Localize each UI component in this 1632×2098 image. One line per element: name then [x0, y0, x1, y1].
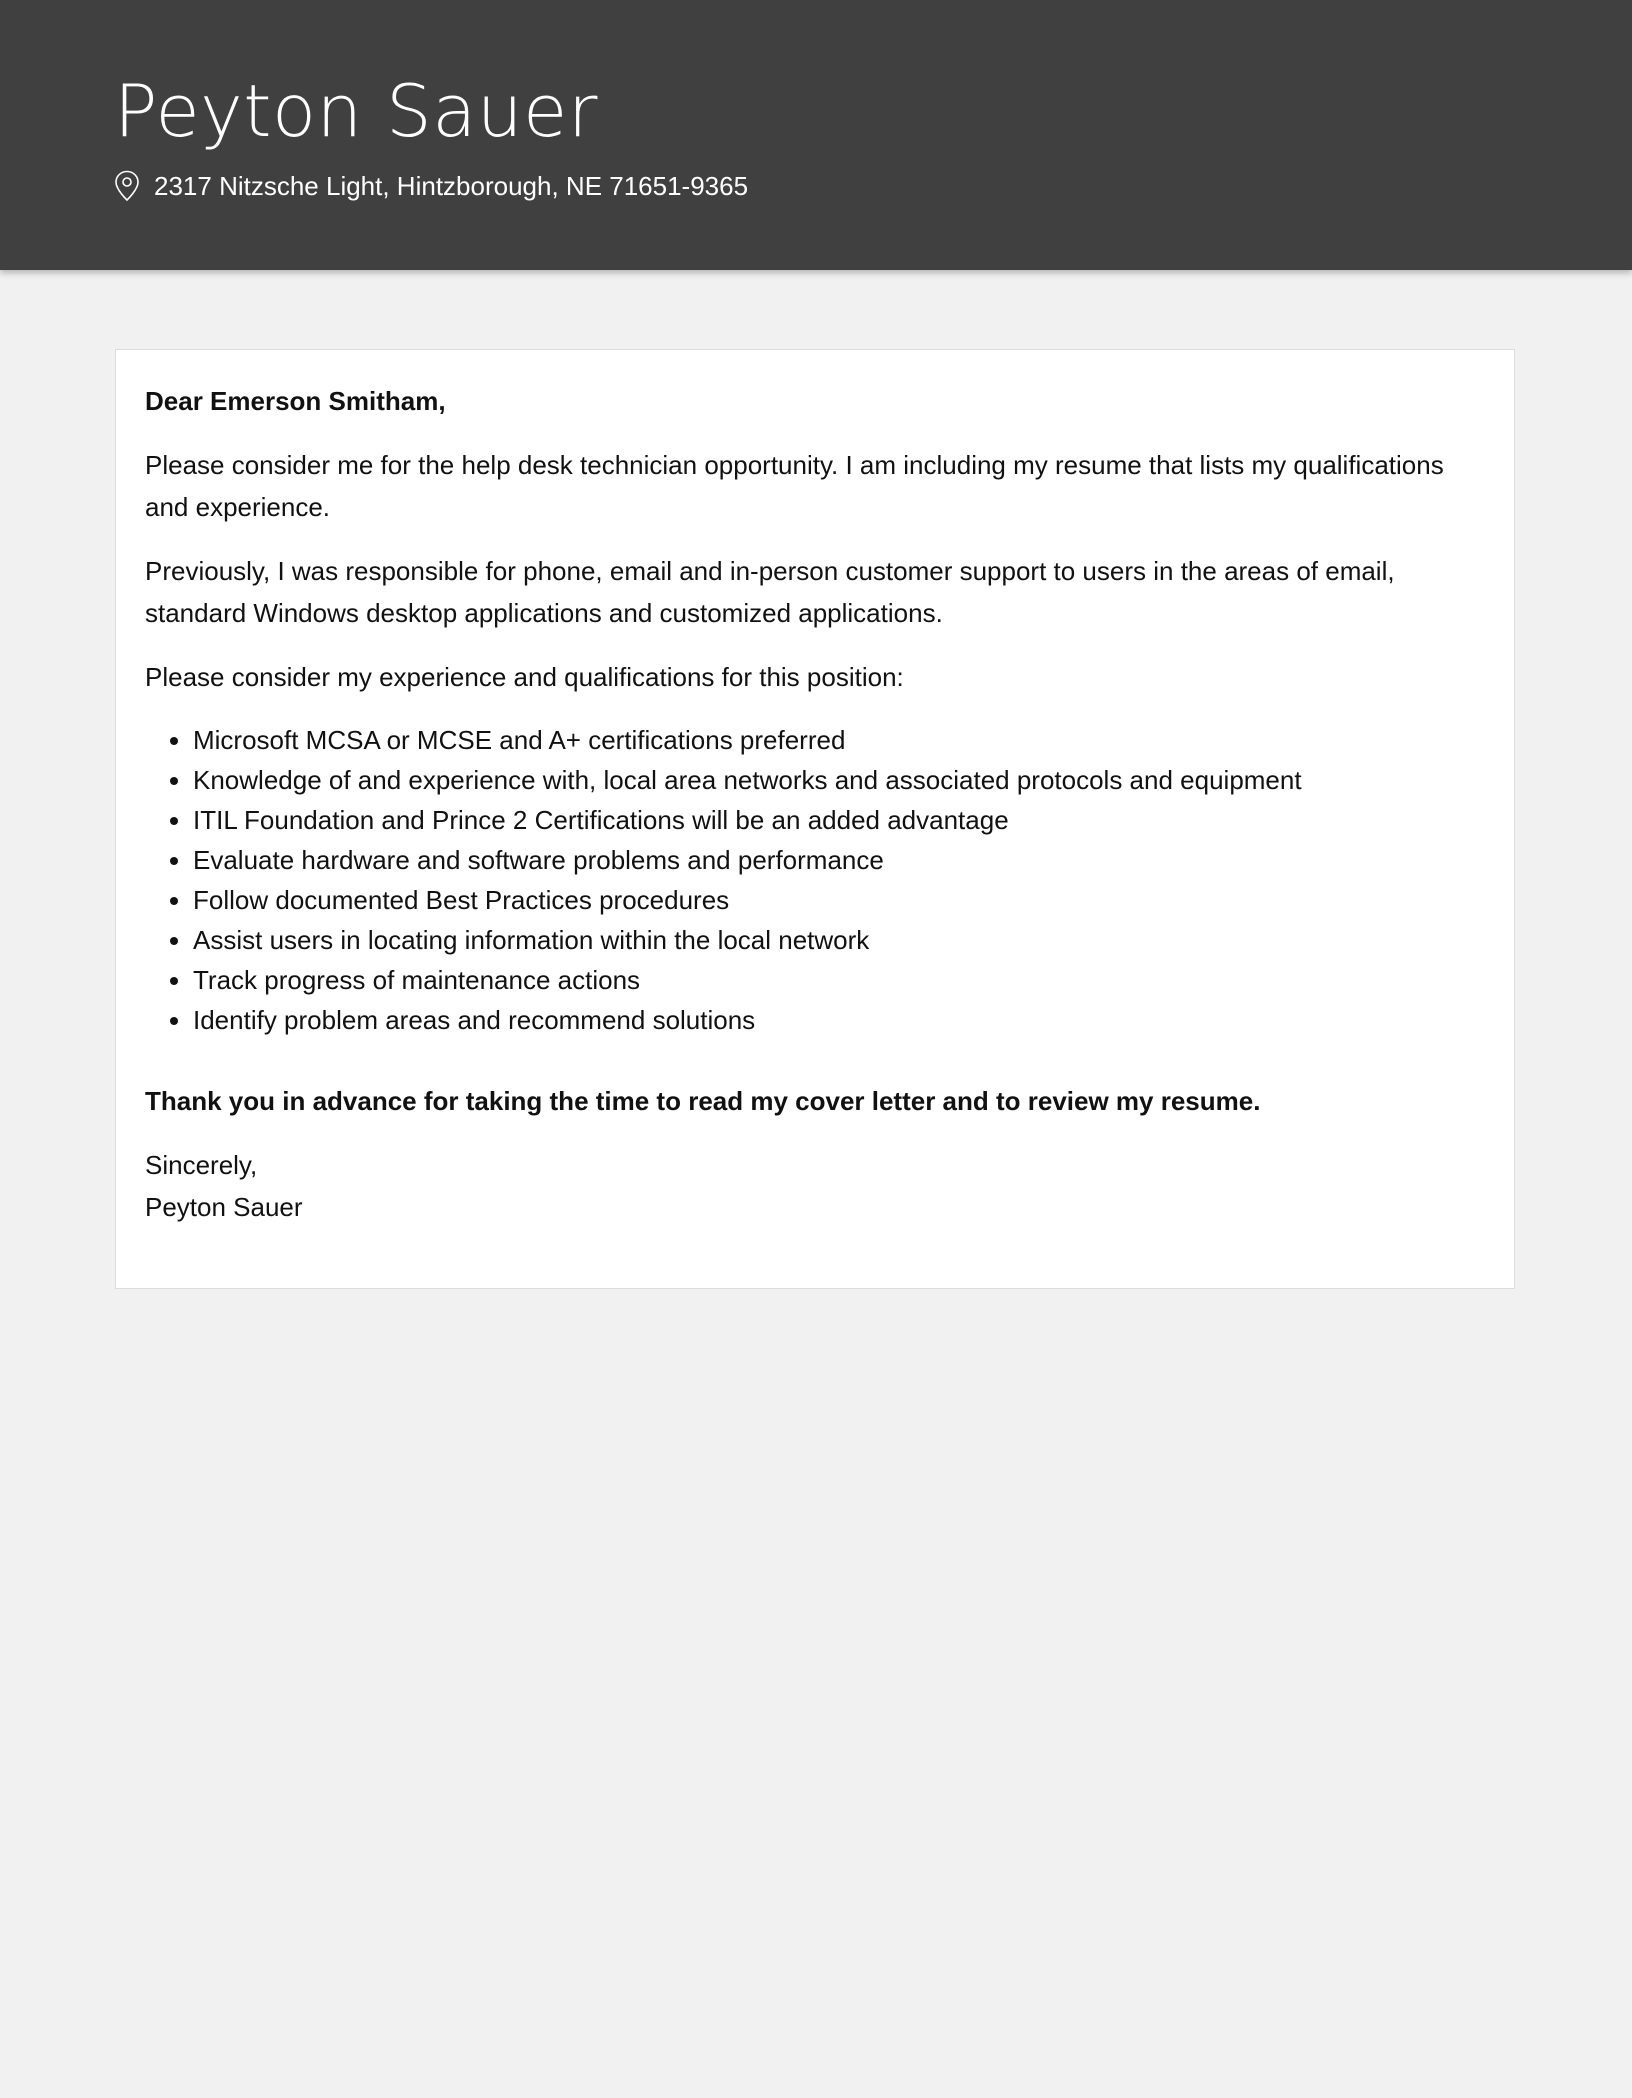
list-item: • Evaluate hardware and software problems and performance	[193, 840, 1490, 880]
list-item: • Follow documented Best Practices procedures	[193, 880, 1490, 920]
map-pin-icon	[114, 170, 140, 202]
header-banner	[0, 0, 1632, 270]
list-item: • Knowledge of and experience with, local area networks and associated protocols and equipment	[193, 760, 1490, 800]
letter-closing: Thank you in advance for taking the time to read my cover letter and to review my resume.	[145, 1086, 1261, 1116]
letter-paragraph-experience: Previously, I was responsible for phone, email and in-person customer support to users in the areas of email, standard Windows desktop applications and customized applications.	[145, 556, 1395, 628]
list-item: • Track progress of maintenance actions	[193, 960, 1490, 1000]
letter-greeting: Dear Emerson Smitham,	[145, 386, 446, 416]
list-item: • Assist users in locating information within the local network	[193, 920, 1490, 960]
applicant-name: Peyton Sauer	[114, 69, 598, 153]
letter-body	[145, 380, 1490, 1228]
letter-paragraph-intro: Please consider me for the help desk technician opportunity. I am including my resume that lists my qualifications and experience.	[145, 450, 1444, 522]
applicant-address: 2317 Nitzsche Light, Hintzborough, NE 71651-9365	[154, 171, 749, 201]
letter-sign-off: Sincerely,	[145, 1150, 258, 1180]
list-item: • ITIL Foundation and Prince 2 Certifications will be an added advantage	[193, 800, 1490, 840]
list-item: • Microsoft MCSA or MCSE and A+ certifications preferred	[193, 720, 1490, 760]
address-row	[114, 166, 748, 206]
qualifications-list	[145, 720, 1490, 1040]
letter-paragraph-lead-in: Please consider my experience and qualifications for this position:	[145, 662, 904, 692]
letter-signature: Peyton Sauer	[145, 1192, 303, 1222]
list-item: • Identify problem areas and recommend solutions	[193, 1000, 1490, 1040]
